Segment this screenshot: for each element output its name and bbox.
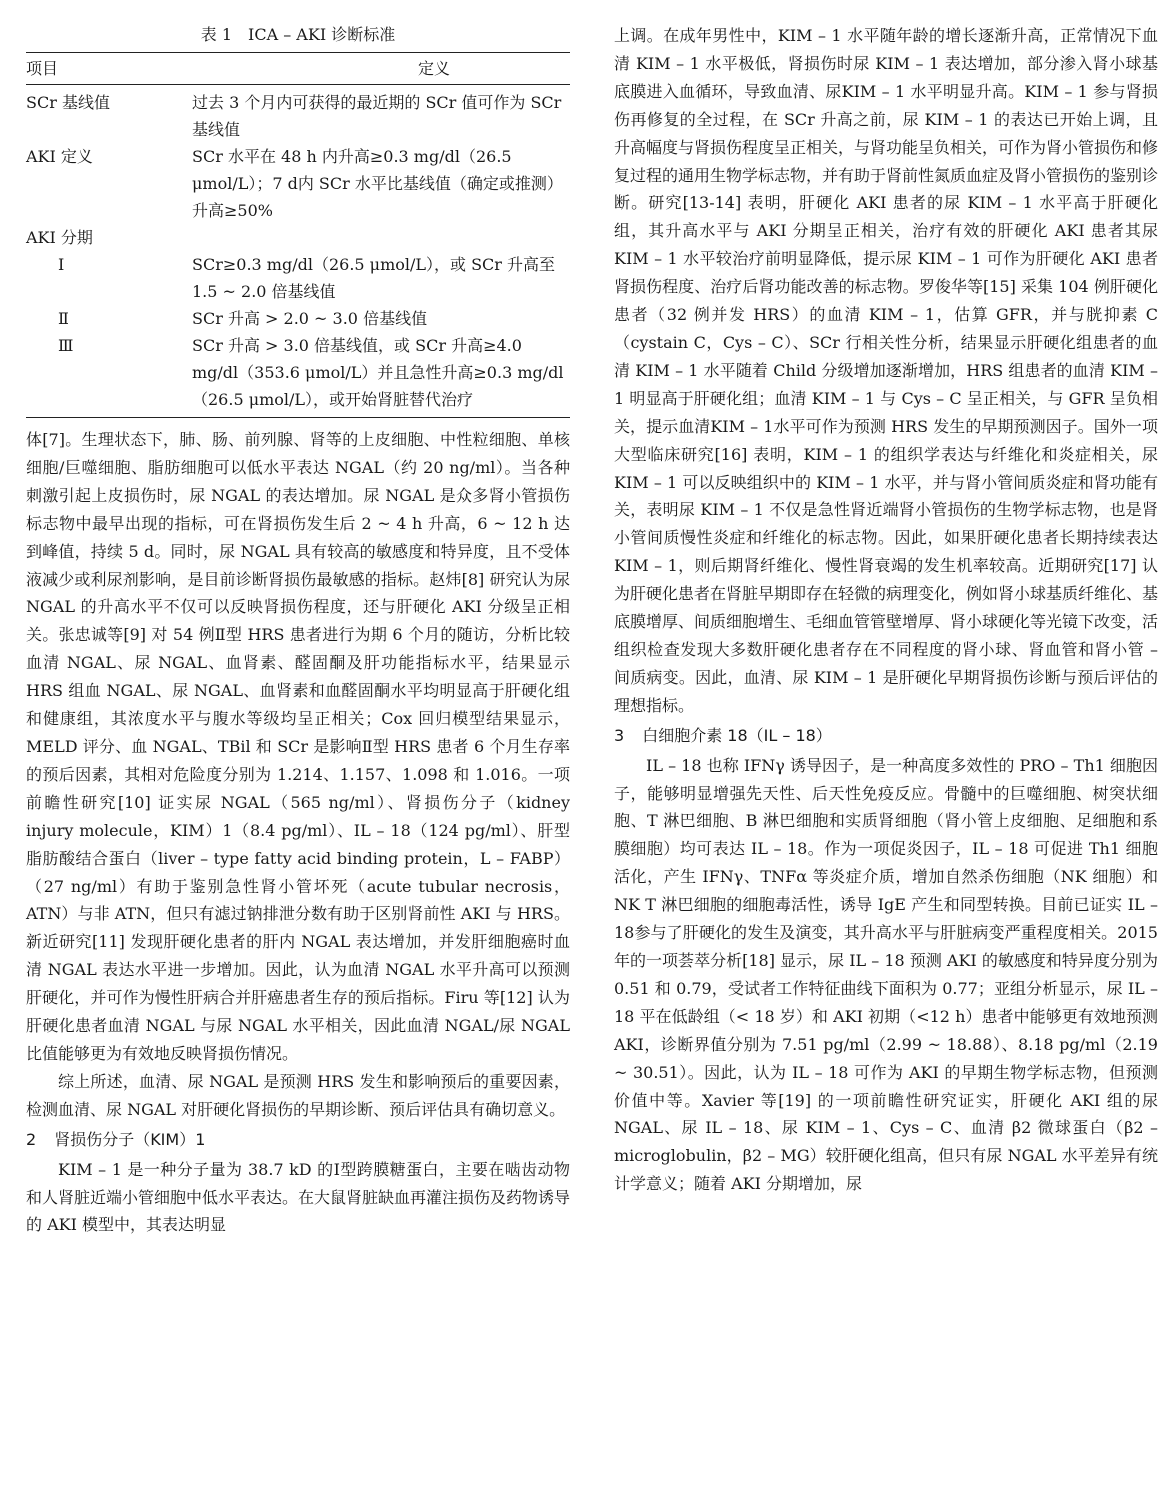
section-number: 2 xyxy=(26,1129,37,1149)
row-item: Ⅱ xyxy=(58,309,69,328)
left-column xyxy=(26,22,570,1239)
paragraph: KIM – 1 是一种分子量为 38.7 kD 的Ⅰ型跨膜糖蛋白，主要在啮齿动物和人肾脏近端小管细胞中低水平表达。在大鼠肾脏缺血再灌注损伤及药物诱导的 AKI 模型中，其表达明显 xyxy=(26,1159,571,1235)
criteria-table xyxy=(26,53,570,84)
table-row xyxy=(26,251,570,305)
header-definition: 定义 xyxy=(417,59,450,78)
table-row xyxy=(26,85,570,143)
row-definition: SCr 水平在 48 h 内升高≥0.3 mg/dl（26.5 μmol/L）；7 d内 SCr 水平比基线值（确定或推测）升高≥50% xyxy=(192,147,563,220)
table-header-row xyxy=(26,53,570,84)
row-item: AKI 定义 xyxy=(26,147,93,166)
row-definition: SCr 升高 > 3.0 倍基线值，或 SCr 升高≥4.0 mg/dl（353.6 μmol/L）并且急性升高≥0.3 mg/dl（26.5 μmol/L），或开始肾脏替代治疗 xyxy=(192,336,564,409)
table-bottom-rule xyxy=(26,417,570,418)
row-definition xyxy=(192,224,570,251)
paragraph: IL – 18 也称 IFNγ 诱导因子，是一种高度多效性的 PRO – Th1 细胞因子，能够明显增强先天性、后天性免疫反应。骨髓中的巨噬细胞、树突状细胞、T 淋巴细胞、B 淋巴细胞和实质肾细胞（肾小管上皮细胞、足细胞和系膜细胞）均可表达 IL – 18。作为一项促炎因子，IL – 18 可促进 Th1 细胞活化，产生 IFNγ、TNFα 等炎症介质，增加自然杀伤细胞（NK 细胞）和 NK T 淋巴细胞的细胞毒活性，诱导 IgE 产生和同型转换。目前已证实 IL – 18参与了肝硬化的发生及演变，其升高水平与肝脏病变严重程度相关。2015 年的一项荟萃分析[18] 显示，尿 IL – 18 预测 AKI 的敏感度和特异度分别为 0.51 和 0.79，受试者工作特征曲线下面积为 0.77；亚组分析显示，尿 IL – 18 平在低龄组（< 18 岁）和 AKI 初期（<12 h）患者中能够更有效地预测 AKI，诊断界值分别为 7.51 pg/ml（2.99 ~ 18.88）、8.18 pg/ml（2.19 ~ 30.51）。因此，认为 IL – 18 可作为 AKI 的早期生物学标志物，但预测价值中等。Xavier 等[19] 的一项前瞻性研究证实，肝硬化 AKI 组的尿 NGAL、尿 IL – 18、尿 KIM – 1、Cys – C、血清 β2 微球蛋白（β2 – microglobulin，β2 – MG）较肝硬化组高，但只有尿 NGAL 水平差异有统计学意义；随着 AKI 分期增加，尿 xyxy=(614,755,1158,1194)
row-item: AKI 分期 xyxy=(26,228,93,247)
table-row xyxy=(26,224,570,251)
paragraph: 上调。在成年男性中，KIM – 1 水平随年龄的增长逐渐升高，正常情况下血清 KIM – 1 水平极低，肾损伤时尿 KIM – 1 表达增加，部分渗入肾小球基底膜进入血循环，导致血清、尿KIM – 1 水平明显升高。KIM – 1 参与肾损伤再修复的全过程，在 SCr 升高之前，尿 KIM – 1 的表达已开始上调，且升高幅度与肾损伤程度呈正相关，与肾功能呈负相关，可作为肾小管损伤和修复过程的通用生物学标志物，并有助于肾前性氮质血症及肾小管损伤的鉴别诊断。研究[13-14] 表明，肝硬化 AKI 患者的尿 KIM – 1 水平高于肝硬化组，其升高水平与 AKI 分期呈正相关，治疗有效的肝硬化 AKI 患者其尿 KIM – 1 水平较治疗前明显降低，提示尿 KIM – 1 可作为肝硬化 AKI 患者肾损伤程度、治疗后肾功能改善的标志物。罗俊华等[15] 采集 104 例肝硬化患者（32 例并发 HRS）的血清 KIM – 1，估算 GFR，并与胱抑素 C（cystain C，Cys – C）、SCr 行相关性分析，结果显示肝硬化组患者的血清 KIM – 1 水平随着 Child 分级增加逐渐增加，HRS 组患者的血清 KIM – 1 明显高于肝硬化组；血清 KIM – 1 与 Cys – C 呈正相关，与 GFR 呈负相关，提示血清KIM – 1水平可作为预测 HRS 发生的早期预测因子。国外一项大型临床研究[16] 表明，KIM – 1 的组织学表达与纤维化和炎症相关，尿 KIM – 1 可以反映组织中的 KIM – 1 水平，并与肾小管间质炎症和肾功能有关，表明尿 KIM – 1 不仅是急性肾近端肾小管损伤的生物学标志物，也是肾小管间质慢性炎症和纤维化的标志物。因此，如果肝硬化患者长期持续表达 KIM – 1，则后期肾纤维化、慢性肾衰竭的发生机率较高。近期研究[17] 认为肝硬化患者在肾脏早期即存在轻微的病理变化，例如肾小球基质纤维化、基底膜增厚、间质细胞增生、毛细血管管壁增厚、肾小球硬化等光镜下改变，活组织检查发现大多数肝硬化患者存在不同程度的肾小球、肾血管和肾小管 – 间质病变。因此，血清、尿 KIM – 1 是肝硬化早期肾损伤诊断与预后评估的理想指标。 xyxy=(614,26,1159,715)
row-item: Ⅰ xyxy=(58,255,65,274)
paragraph: 体[7]。生理状态下，肺、肠、前列腺、肾等的上皮细胞、中性粒细胞、单核细胞/巨噬细胞、脂肪细胞可以低水平表达 NGAL（约 20 ng/ml）。当各种刺激引起上皮损伤时，尿 NGAL 的表达增加。尿 NGAL 是众多肾小管损伤标志物中最早出现的指标，可在肾损伤发生后 2 ~ 4 h 升高，6 ~ 12 h 达到峰值，持续 5 d。同时，尿 NGAL 具有较高的敏感度和特异度，且不受体液减少或利尿剂影响，是目前诊断肾损伤最敏感的指标。赵炜[8] 研究认为尿 NGAL 的升高水平不仅可以反映肾损伤程度，还与肝硬化 AKI 分级呈正相关。张忠诚等[9] 对 54 例Ⅱ型 HRS 患者进行为期 6 个月的随访，分析比较血清 NGAL、尿 NGAL、血肾素、醛固酮及肝功能指标水平，结果显示 HRS 组血 NGAL、尿 NGAL、血肾素和血醛固酮水平均明显高于肝硬化组和健康组，其浓度水平与腹水等级均呈正相关；Cox 回归模型结果显示，MELD 评分、血 NGAL、TBil 和 SCr 是影响Ⅱ型 HRS 患者 6 个月生存率的预后因素，其相对危险度分别为 1.214、1.157、1.098 和 1.016。一项前瞻性研究[10] 证实尿 NGAL（565 ng/ml）、肾损伤分子（kidney injury molecule，KIM）1（8.4 pg/ml）、IL – 18（124 pg/ml）、肝型脂肪酸结合蛋白（liver – type fatty acid binding protein，L – FABP）（27 ng/ml）有助于鉴别急性肾小管坏死（acute tubular necrosis，ATN）与非 ATN，但只有滤过钠排泄分数有助于区别肾前性 AKI 与 HRS。新近研究[11] 发现肝硬化患者的肝内 NGAL 表达增加，并发肝细胞癌时血清 NGAL 表达水平进一步增加。因此，认为血清 NGAL 水平升高可以预测肝硬化，并可作为慢性肝病合并肝癌患者生存的预后指标。Firu 等[12] 认为肝硬化患者血清 NGAL 与尿 NGAL 水平相关，因此血清 NGAL/尿 NGAL 比值能够更为有效地反映肾损伤情况。 xyxy=(26,430,570,1063)
section-heading xyxy=(26,1126,570,1154)
table-row xyxy=(26,143,570,224)
section-heading xyxy=(614,722,1158,750)
table-row xyxy=(26,332,570,417)
section-number: 3 xyxy=(614,725,625,745)
row-item: SCr 基线值 xyxy=(26,93,110,112)
row-definition: 过去 3 个月内可获得的最近期的 SCr 值可作为 SCr 基线值 xyxy=(192,93,562,139)
row-item: Ⅲ xyxy=(58,336,74,355)
table-row xyxy=(26,305,570,332)
header-item: 项目 xyxy=(26,59,59,78)
criteria-table-body xyxy=(26,85,570,417)
right-column xyxy=(614,22,1158,1198)
row-definition: SCr≥0.3 mg/dl（26.5 μmol/L），或 SCr 升高至 1.5 ~ 2.0 倍基线值 xyxy=(192,255,556,301)
paragraph: 综上所述，血清、尿 NGAL 是预测 HRS 发生和影响预后的重要因素，检测血清、尿 NGAL 对肝硬化肾损伤的早期诊断、预后评估具有确切意义。 xyxy=(26,1071,570,1119)
diagnostic-criteria-table xyxy=(26,22,570,418)
section-title: 白细胞介素 18（IL – 18） xyxy=(642,725,832,745)
row-definition: SCr 升高 > 2.0 ~ 3.0 倍基线值 xyxy=(192,309,428,328)
section-title: 肾损伤分子（KIM）1 xyxy=(54,1129,206,1149)
table-caption: 表 1 ICA – AKI 诊断标准 xyxy=(200,25,396,44)
